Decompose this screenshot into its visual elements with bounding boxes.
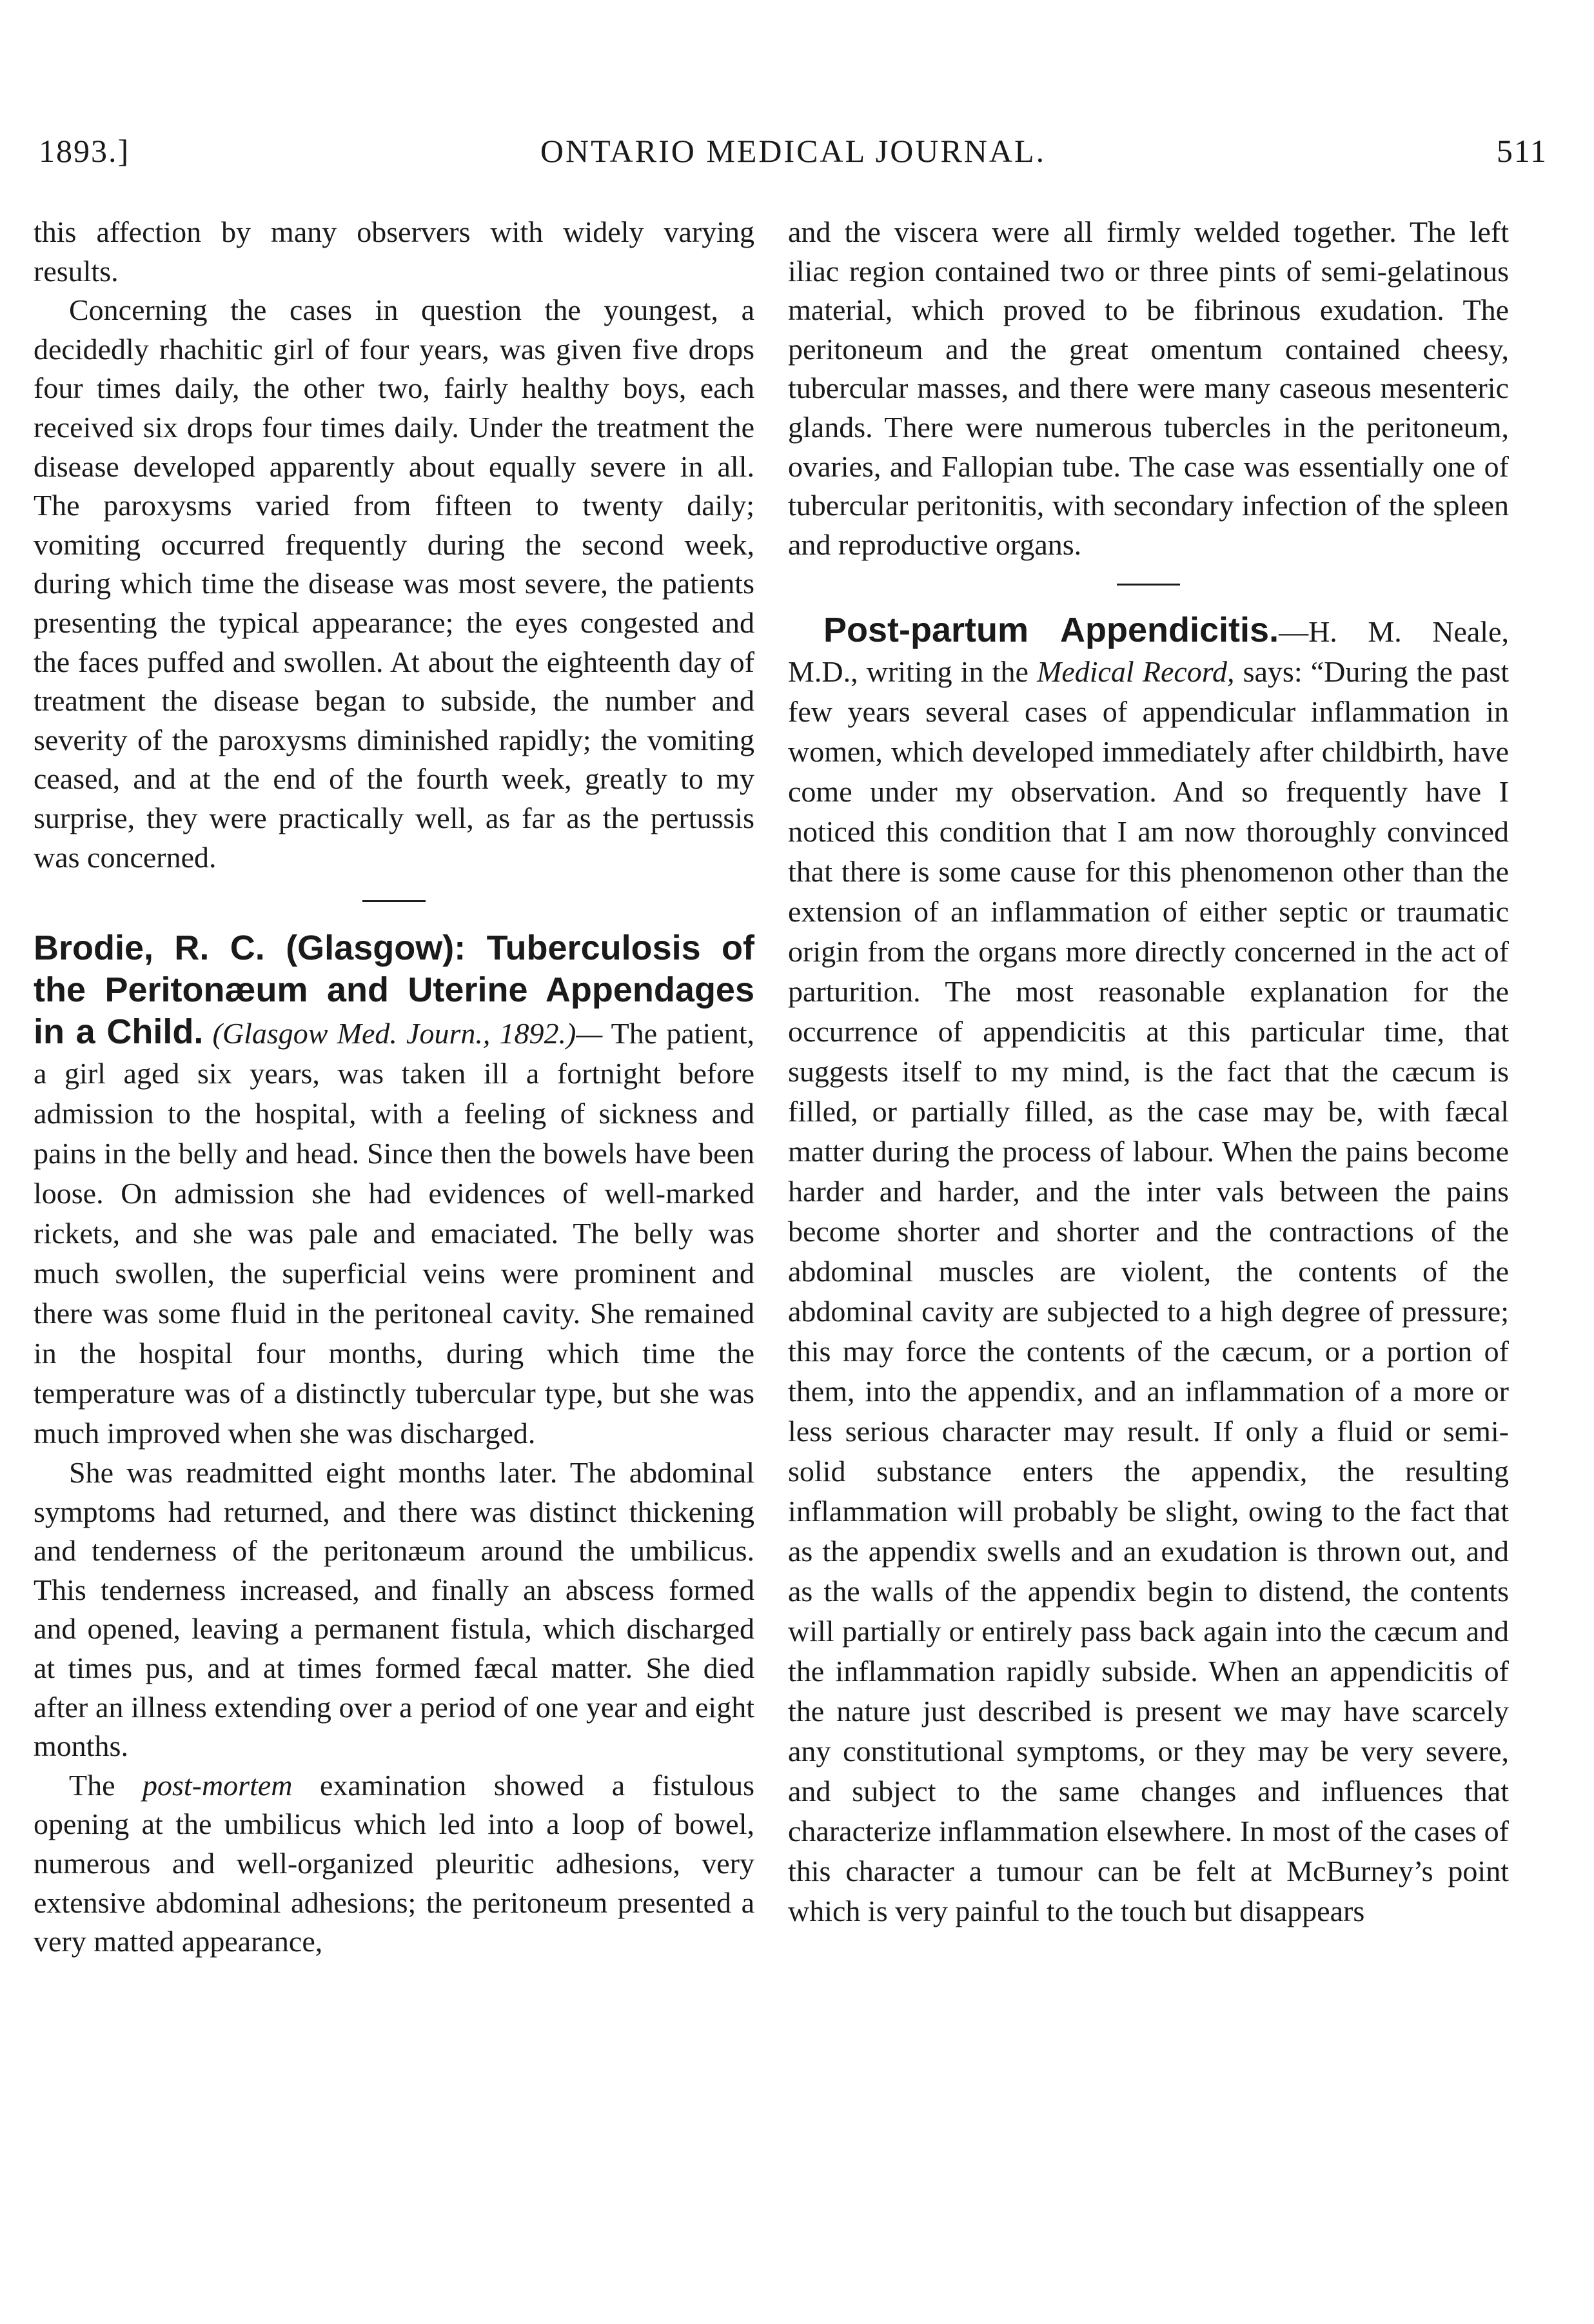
- right-continuation-paragraph: and the viscera were all firmly welded together. The left iliac region contained two or three pints of semi-gelatinous material, which proved to be fibrinous exudation. The peritoneum and the great omentum contained cheesy, tubercular masses, and there were many caseous mesenteric glands. There were numerous tubercles in the peritoneum, ovaries, and Fallopian tube. The case was essentially one of tubercular peritonitis, with secondary infection of the spleen and reproductive organs.: [788, 215, 1509, 561]
- text-run: says:: [1243, 655, 1303, 689]
- article-tuberculosis-lead: [34, 928, 754, 1453]
- article-heading: Post-partum Appendicitis.: [823, 611, 1279, 650]
- article-paragraph-body: The patient, a girl aged six years, was taken ill a fortnight before admission to the hospital, with a feeling of sickness and pains in the belly and head. Since then the bowels have been loose. On admission she had evidences of well-marked rickets, and she was pale and emaciated. The belly was much swollen, the superficial veins were prominent and there was some fluid in the peritoneal cavity. She remained in the hospital four months, during which time the temperature was of a distinctly tubercular type, but she was much improved when she was discharged.: [34, 1017, 754, 1450]
- left-paragraph-pertussis: Concerning the cases in question the youngest, a decidedly rhachitic girl of four years, was given five drops four times daily, the other two, fairly healthy boys, each received six drops four times daily. Under the treatment the disease developed apparently about equally severe in all. The paroxysms varied from fifteen to twenty daily; vomiting occurred frequently during the second week, during which time the disease was most severe, the patients presenting the typical appearance; the eyes congested and the faces puffed and swollen. At about the eighteenth day of treatment the disease began to subside, the number and severity of the paroxysms diminished rapidly; the vomiting ceased, and at the end of the fourth week, greatly to my surprise, they were practically well, as far as the pertussis was concerned.: [34, 293, 754, 874]
- article-citation: (Glasgow Med. Journ., 1892.)—: [212, 1017, 603, 1050]
- running-head: [39, 132, 1548, 184]
- article-author: —H. M. Neale, M.D., writing in the: [788, 615, 1510, 689]
- section-divider: [362, 900, 426, 902]
- header-page-number: 511: [1496, 133, 1548, 169]
- section-divider: [1117, 584, 1180, 586]
- article-appendicitis: [788, 610, 1509, 1931]
- left-continuation-paragraph: this affection by many observers with widely varying results.: [34, 215, 754, 288]
- header-year: 1893.]: [39, 133, 130, 169]
- text-run: The: [69, 1768, 115, 1802]
- italic-term: post-mortem: [142, 1768, 293, 1802]
- text-run: examination showed a fistulous opening at the umbilicus which led into a loop of bowel, numerous and well-organized pleuritic adhesions, very extensive abdominal adhesions; the peritoneum presented a very matted appearance,: [34, 1768, 755, 1958]
- article-paragraph: She was readmitted eight months later. The abdominal symptoms had returned, and there was distinct thickening and tenderness of the peritonæum around the umbilicus. This tenderness increased, and finally an abscess formed and opened, leaving a permanent fistula, which discharged at times pus, and at times formed fæcal matter. She died after an illness extending over a period of one year and eight months.: [34, 1456, 754, 1763]
- article-heading: Brodie, R. C. (Glasgow): Tuberculosis of the Peritonæum and Uterine Appendages in a Child.: [34, 929, 754, 1052]
- article-paragraph-postmortem: [34, 1766, 754, 1962]
- article-paragraph-body: “During the past few years several cases of appendicular inflammation in women, which developed immediately after childbirth, have come under my observation. And so frequently have I noticed this condition that I am now thoroughly convinced that there is some cause for this phenomenon other than the extension of an inflammation of either septic or traumatic origin from the organs more directly concerned in the act of parturition. The most reasonable explanation for the occurrence of appendicitis at this particular time, that suggests itself to my mind, is the fact that the cæcum is filled, or partially filled, as the case may be, with fæcal matter during the process of labour. When the pains become harder and harder, and the inter vals between the pains become shorter and shorter and the contractions of the abdominal muscles are violent, the contents of the abdominal cavity are subjected to a high degree of pressure; this may force the contents of the cæcum, or a portion of them, into the appendix, and an inflammation of a more or less serious character may result. If only a fluid or semi-solid substance enters the appendix, the resulting inflammation will probably be slight, owing to the fact that as the appendix swells and an exudation is thrown out, and as the walls of the appendix begin to distend, the contents will partially or entirely pass back again into the cæcum and the inflammation rapidly subside. When an appendicitis of the nature just described is present we may have scarcely any constitutional symptoms, or they may be very severe, and subject to the same changes and influences that characterize inflammation elsewhere. In most of the cases of this character a tumour can be felt at McBurney’s point which is very painful to the touch but disappears: [788, 655, 1510, 1928]
- right-column: [788, 213, 1509, 1931]
- left-column: [34, 213, 754, 1962]
- article-source: Medical Record,: [1037, 655, 1235, 689]
- header-journal-title: ONTARIO MEDICAL JOURNAL.: [540, 133, 1047, 169]
